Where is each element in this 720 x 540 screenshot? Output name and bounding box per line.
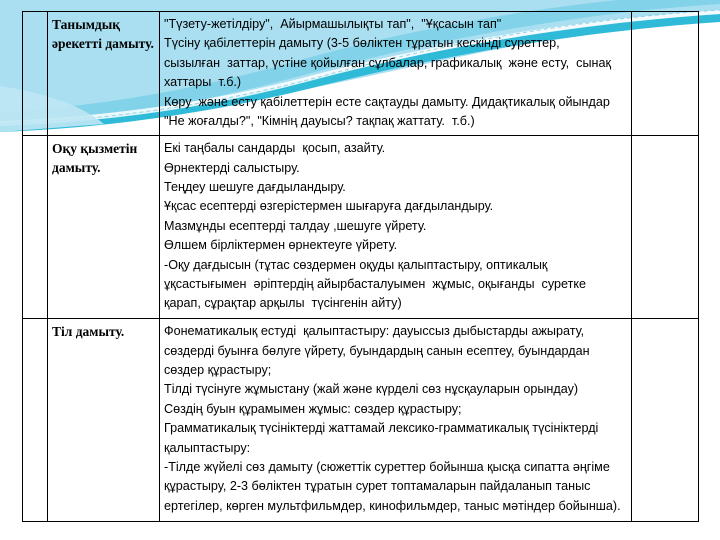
table-row [23, 136, 699, 319]
aim-cell [48, 12, 160, 136]
activity-line: Ұқсас есептерді өзгерістермен шығаруға дағдыландыру. [164, 199, 494, 214]
activities-text [160, 319, 631, 518]
activity-line: сөздерді буынға бөлуге үйрету, буындардың санын есептеу, буындардан [164, 343, 590, 358]
activity-line: хаттары т.б.) [164, 75, 242, 90]
notes-cell [632, 12, 699, 136]
activity-line: Көру және есту қабілеттерін есте сақтауды дамыту. Дидақтикалық ойындар [164, 94, 610, 109]
activity-line: Фонематикалық естуді қалыптастыру: дауыссыз дыбыстарды ажырату, [164, 324, 585, 339]
activity-line: сызылған заттар, үстіне қойылған сұлбалар, графикалық және есту, сынақ [164, 55, 611, 70]
spacer-cell [23, 319, 48, 522]
activity-line: "Түзету-жетілдіру", Айырмашылықты тап", "Ұқсасын тап" [164, 17, 502, 31]
notes-cell [632, 136, 699, 319]
activity-line: Түсіну қабілеттерін дамыту (3-5 бөліктен тұратын кескінді суреттер, [164, 36, 560, 51]
aim-label [48, 319, 159, 343]
activity-line: Өлшем бірліктермен өрнектеуге үйрету. [164, 238, 398, 253]
aim-cell [48, 319, 160, 522]
activity-line: құрастыру, 2-3 бөліктен тұратын сурет топтамаларын пайдаланып таныс [164, 479, 591, 494]
aim-label [48, 136, 159, 179]
activity-line: Екі таңбалы сандарды қосып, азайту. [164, 141, 386, 156]
aim-label-line: Оқу қызметін [52, 141, 138, 157]
notes-cell [632, 319, 699, 522]
activity-line: ертегілер, көрген мультфильмдер, кинофильмдер, таныс мәтіндер бойынша). [164, 498, 621, 513]
aim-label-line: Тіл дамыту. [52, 324, 125, 340]
activity-line: сөздер құрастыру; [164, 363, 272, 378]
activities-cell [160, 319, 632, 522]
table-row [23, 319, 699, 522]
activities-text [160, 136, 631, 316]
activity-line: Сөздің буын құрамымен жұмыс: сөздер құрастыру; [164, 401, 462, 416]
activity-line: Өрнектерді салыстыру. [164, 160, 300, 175]
activity-line: Теңдеу шешуге дағдыландыру. [164, 179, 346, 194]
content-table-wrap [22, 11, 698, 522]
notes-text [632, 319, 698, 324]
activities-cell [160, 12, 632, 136]
spacer-cell [23, 136, 48, 319]
aim-cell [48, 136, 160, 319]
activity-line: Мазмұнды есептерді талдау ,шешуге үйрету. [164, 218, 427, 233]
activity-line: "Не жоғалды?", "Кімнің дауысы? тақпақ жаттату. т.б.) [164, 114, 475, 129]
activity-line: қалыптастыру: [164, 440, 251, 455]
activities-text [160, 12, 631, 133]
activity-line: -Оқу дағдысын (тұтас сөздермен оқуды қалыптастыру, оптикалық [164, 257, 548, 272]
notes-text [632, 12, 698, 17]
activities-cell [160, 136, 632, 319]
aim-label-line: дамыту. [105, 36, 154, 51]
activity-line: Грамматикалық түсініктерді жаттамай лексико-грамматикалық түсініктерді [164, 421, 599, 436]
content-table [22, 11, 699, 522]
notes-text [632, 136, 698, 141]
aim-label-line: дамыту. [52, 160, 101, 176]
table-row [23, 12, 699, 136]
spacer-cell [23, 12, 48, 136]
activity-line: Тілді түсінуге жұмыстану (жай және күрделі сөз нұсқауларын орындау) [164, 382, 579, 397]
aim-label [48, 12, 159, 55]
aim-label-line: әрекетті [52, 36, 102, 51]
activity-line: -Тілде жүйелі сөз дамыту (сюжеттік суреттер бойынша қысқа сипатта әңгіме [164, 460, 610, 475]
aim-label-line: Танымдық [52, 17, 121, 32]
activity-line: ұқсастығымен әріптердің айырбасталуымен жұмыс, оқығанды суретке [164, 276, 587, 291]
activity-line: қарап, сұрақтар арқылы түсінгенін айту) [164, 296, 402, 311]
